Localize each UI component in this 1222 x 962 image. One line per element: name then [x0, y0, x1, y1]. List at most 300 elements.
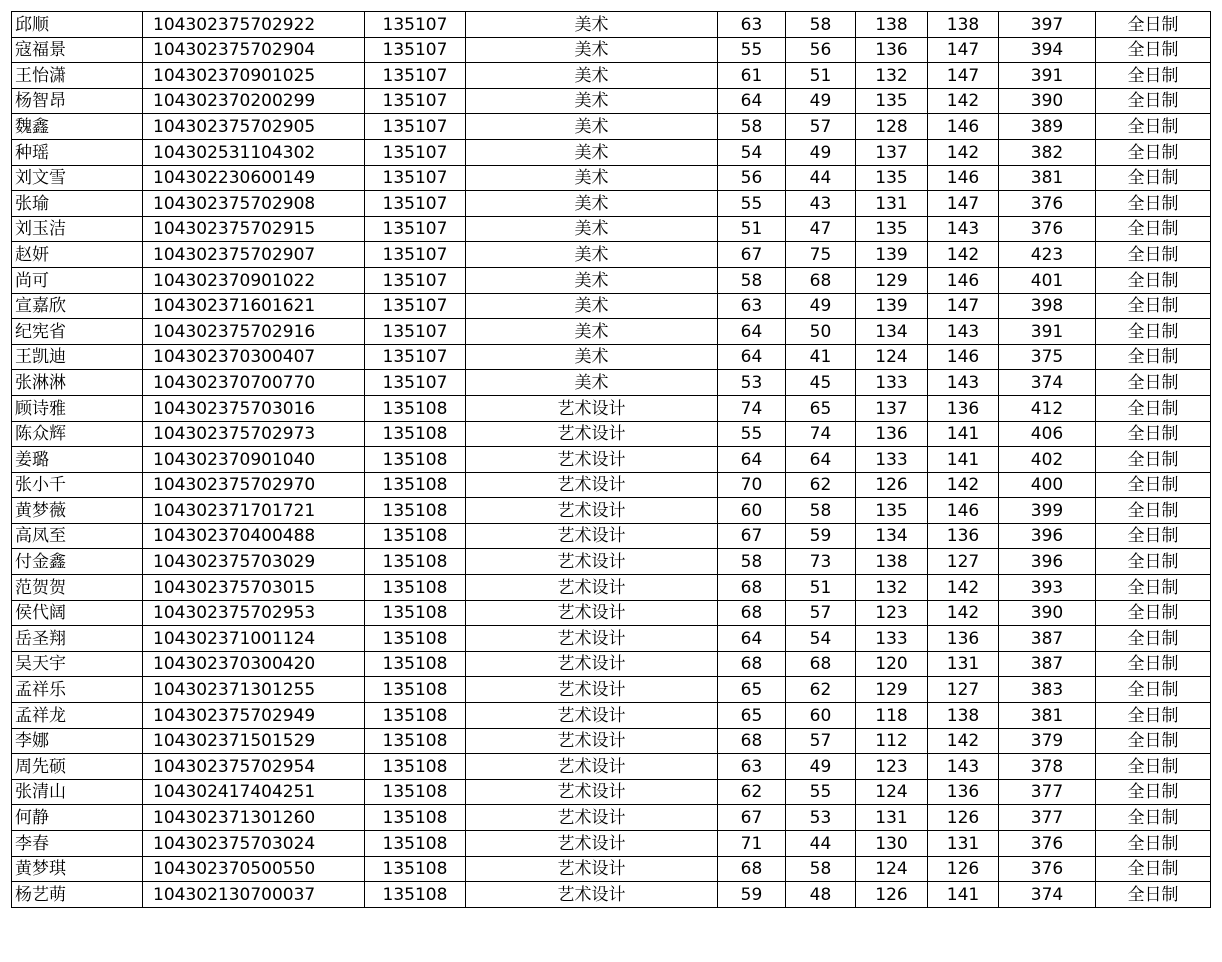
score-4-cell: 136 — [928, 779, 999, 805]
score-1-cell: 54 — [718, 139, 786, 165]
major-name-cell: 艺术设计 — [466, 831, 718, 857]
student-name-cell: 高凤至 — [12, 523, 143, 549]
score-3-cell: 136 — [856, 37, 928, 63]
score-3-cell: 124 — [856, 344, 928, 370]
score-2-cell: 54 — [786, 626, 856, 652]
score-3-cell: 138 — [856, 12, 928, 38]
total-score-cell: 423 — [999, 242, 1096, 268]
major-name-cell: 艺术设计 — [466, 754, 718, 780]
major-code-cell: 135108 — [365, 882, 466, 908]
study-mode-cell: 全日制 — [1096, 12, 1211, 38]
score-4-cell: 127 — [928, 677, 999, 703]
student-name-cell: 李娜 — [12, 728, 143, 754]
major-code-cell: 135108 — [365, 728, 466, 754]
score-2-cell: 68 — [786, 651, 856, 677]
score-2-cell: 49 — [786, 88, 856, 114]
total-score-cell: 377 — [999, 805, 1096, 831]
score-4-cell: 143 — [928, 754, 999, 780]
score-1-cell: 67 — [718, 242, 786, 268]
score-1-cell: 74 — [718, 395, 786, 421]
study-mode-cell: 全日制 — [1096, 344, 1211, 370]
total-score-cell: 374 — [999, 370, 1096, 396]
student-name-cell: 范贺贺 — [12, 575, 143, 601]
score-2-cell: 59 — [786, 523, 856, 549]
major-name-cell: 艺术设计 — [466, 703, 718, 729]
study-mode-cell: 全日制 — [1096, 191, 1211, 217]
total-score-cell: 381 — [999, 703, 1096, 729]
score-1-cell: 62 — [718, 779, 786, 805]
score-3-cell: 139 — [856, 293, 928, 319]
score-3-cell: 134 — [856, 523, 928, 549]
student-name-cell: 宣嘉欣 — [12, 293, 143, 319]
score-1-cell: 67 — [718, 523, 786, 549]
study-mode-cell: 全日制 — [1096, 293, 1211, 319]
student-name-cell: 侯代阔 — [12, 600, 143, 626]
score-1-cell: 61 — [718, 63, 786, 89]
major-name-cell: 美术 — [466, 242, 718, 268]
score-4-cell: 131 — [928, 651, 999, 677]
exam-id-cell: 104302375702954 — [143, 754, 365, 780]
score-1-cell: 68 — [718, 728, 786, 754]
table-row — [12, 319, 1211, 345]
study-mode-cell: 全日制 — [1096, 805, 1211, 831]
score-4-cell: 138 — [928, 12, 999, 38]
score-3-cell: 135 — [856, 216, 928, 242]
major-code-cell: 135108 — [365, 421, 466, 447]
total-score-cell: 390 — [999, 600, 1096, 626]
major-name-cell: 美术 — [466, 267, 718, 293]
score-3-cell: 126 — [856, 882, 928, 908]
total-score-cell: 376 — [999, 856, 1096, 882]
score-3-cell: 118 — [856, 703, 928, 729]
score-2-cell: 43 — [786, 191, 856, 217]
score-2-cell: 44 — [786, 165, 856, 191]
exam-id-cell: 104302371501529 — [143, 728, 365, 754]
exam-id-cell: 104302375702970 — [143, 472, 365, 498]
score-3-cell: 133 — [856, 370, 928, 396]
study-mode-cell: 全日制 — [1096, 703, 1211, 729]
major-name-cell: 艺术设计 — [466, 472, 718, 498]
table-row — [12, 831, 1211, 857]
table-row — [12, 37, 1211, 63]
exam-id-cell: 104302370901022 — [143, 267, 365, 293]
total-score-cell: 402 — [999, 447, 1096, 473]
score-3-cell: 123 — [856, 754, 928, 780]
exam-id-cell: 104302375702904 — [143, 37, 365, 63]
student-name-cell: 刘玉洁 — [12, 216, 143, 242]
major-code-cell: 135107 — [365, 37, 466, 63]
major-name-cell: 美术 — [466, 12, 718, 38]
score-2-cell: 73 — [786, 549, 856, 575]
table-row — [12, 703, 1211, 729]
major-code-cell: 135107 — [365, 191, 466, 217]
study-mode-cell: 全日制 — [1096, 472, 1211, 498]
score-4-cell: 138 — [928, 703, 999, 729]
total-score-cell: 376 — [999, 831, 1096, 857]
major-name-cell: 艺术设计 — [466, 805, 718, 831]
student-name-cell: 孟祥乐 — [12, 677, 143, 703]
score-2-cell: 68 — [786, 267, 856, 293]
table-row — [12, 600, 1211, 626]
major-name-cell: 艺术设计 — [466, 882, 718, 908]
table-row — [12, 523, 1211, 549]
score-2-cell: 44 — [786, 831, 856, 857]
student-name-cell: 杨智昂 — [12, 88, 143, 114]
major-name-cell: 艺术设计 — [466, 856, 718, 882]
exam-id-cell: 104302375702915 — [143, 216, 365, 242]
table-row — [12, 242, 1211, 268]
score-1-cell: 56 — [718, 165, 786, 191]
exam-id-cell: 104302375703029 — [143, 549, 365, 575]
score-2-cell: 58 — [786, 856, 856, 882]
score-4-cell: 136 — [928, 523, 999, 549]
study-mode-cell: 全日制 — [1096, 421, 1211, 447]
total-score-cell: 390 — [999, 88, 1096, 114]
major-code-cell: 135107 — [365, 267, 466, 293]
score-1-cell: 64 — [718, 447, 786, 473]
total-score-cell: 383 — [999, 677, 1096, 703]
total-score-cell: 387 — [999, 626, 1096, 652]
student-name-cell: 赵妍 — [12, 242, 143, 268]
table-row — [12, 626, 1211, 652]
score-3-cell: 132 — [856, 575, 928, 601]
score-1-cell: 59 — [718, 882, 786, 908]
score-1-cell: 64 — [718, 319, 786, 345]
major-name-cell: 艺术设计 — [466, 651, 718, 677]
score-4-cell: 142 — [928, 139, 999, 165]
study-mode-cell: 全日制 — [1096, 319, 1211, 345]
major-code-cell: 135108 — [365, 779, 466, 805]
major-code-cell: 135108 — [365, 549, 466, 575]
score-1-cell: 67 — [718, 805, 786, 831]
total-score-cell: 400 — [999, 472, 1096, 498]
score-4-cell: 136 — [928, 395, 999, 421]
major-code-cell: 135108 — [365, 651, 466, 677]
score-table — [11, 11, 1211, 908]
major-name-cell: 艺术设计 — [466, 498, 718, 524]
score-4-cell: 147 — [928, 37, 999, 63]
exam-id-cell: 104302375702905 — [143, 114, 365, 140]
study-mode-cell: 全日制 — [1096, 728, 1211, 754]
student-name-cell: 岳圣翔 — [12, 626, 143, 652]
score-4-cell: 146 — [928, 267, 999, 293]
major-code-cell: 135107 — [365, 165, 466, 191]
total-score-cell: 382 — [999, 139, 1096, 165]
major-code-cell: 135107 — [365, 114, 466, 140]
major-code-cell: 135108 — [365, 447, 466, 473]
major-name-cell: 美术 — [466, 88, 718, 114]
major-code-cell: 135107 — [365, 88, 466, 114]
total-score-cell: 391 — [999, 63, 1096, 89]
major-name-cell: 美术 — [466, 114, 718, 140]
exam-id-cell: 104302230600149 — [143, 165, 365, 191]
major-code-cell: 135107 — [365, 344, 466, 370]
major-name-cell: 艺术设计 — [466, 600, 718, 626]
total-score-cell: 377 — [999, 779, 1096, 805]
score-1-cell: 63 — [718, 12, 786, 38]
score-3-cell: 137 — [856, 395, 928, 421]
score-3-cell: 128 — [856, 114, 928, 140]
exam-id-cell: 104302375702953 — [143, 600, 365, 626]
total-score-cell: 374 — [999, 882, 1096, 908]
score-2-cell: 58 — [786, 498, 856, 524]
score-3-cell: 133 — [856, 626, 928, 652]
score-2-cell: 47 — [786, 216, 856, 242]
score-2-cell: 62 — [786, 677, 856, 703]
exam-id-cell: 104302371301255 — [143, 677, 365, 703]
score-1-cell: 58 — [718, 549, 786, 575]
study-mode-cell: 全日制 — [1096, 370, 1211, 396]
table-row — [12, 395, 1211, 421]
student-name-cell: 魏鑫 — [12, 114, 143, 140]
student-name-cell: 种瑶 — [12, 139, 143, 165]
table-row — [12, 191, 1211, 217]
table-row — [12, 472, 1211, 498]
major-code-cell: 135108 — [365, 523, 466, 549]
major-name-cell: 美术 — [466, 293, 718, 319]
study-mode-cell: 全日制 — [1096, 267, 1211, 293]
score-3-cell: 137 — [856, 139, 928, 165]
student-name-cell: 陈众辉 — [12, 421, 143, 447]
score-4-cell: 146 — [928, 165, 999, 191]
study-mode-cell: 全日制 — [1096, 626, 1211, 652]
major-name-cell: 艺术设计 — [466, 523, 718, 549]
table-row — [12, 677, 1211, 703]
total-score-cell: 393 — [999, 575, 1096, 601]
total-score-cell: 399 — [999, 498, 1096, 524]
major-code-cell: 135107 — [365, 370, 466, 396]
exam-id-cell: 104302371701721 — [143, 498, 365, 524]
major-name-cell: 艺术设计 — [466, 575, 718, 601]
score-2-cell: 49 — [786, 139, 856, 165]
total-score-cell: 389 — [999, 114, 1096, 140]
score-1-cell: 65 — [718, 703, 786, 729]
score-2-cell: 56 — [786, 37, 856, 63]
score-1-cell: 55 — [718, 191, 786, 217]
study-mode-cell: 全日制 — [1096, 882, 1211, 908]
score-4-cell: 142 — [928, 472, 999, 498]
score-3-cell: 120 — [856, 651, 928, 677]
exam-id-cell: 104302370500550 — [143, 856, 365, 882]
major-code-cell: 135108 — [365, 805, 466, 831]
score-1-cell: 55 — [718, 37, 786, 63]
score-4-cell: 142 — [928, 242, 999, 268]
major-name-cell: 艺术设计 — [466, 447, 718, 473]
study-mode-cell: 全日制 — [1096, 549, 1211, 575]
major-name-cell: 艺术设计 — [466, 421, 718, 447]
score-1-cell: 70 — [718, 472, 786, 498]
score-4-cell: 136 — [928, 626, 999, 652]
study-mode-cell: 全日制 — [1096, 63, 1211, 89]
study-mode-cell: 全日制 — [1096, 523, 1211, 549]
study-mode-cell: 全日制 — [1096, 575, 1211, 601]
table-row — [12, 293, 1211, 319]
score-4-cell: 147 — [928, 191, 999, 217]
score-4-cell: 142 — [928, 575, 999, 601]
exam-id-cell: 104302370901040 — [143, 447, 365, 473]
study-mode-cell: 全日制 — [1096, 114, 1211, 140]
table-row — [12, 216, 1211, 242]
exam-id-cell: 104302130700037 — [143, 882, 365, 908]
score-3-cell: 129 — [856, 267, 928, 293]
score-4-cell: 147 — [928, 293, 999, 319]
exam-id-cell: 104302371001124 — [143, 626, 365, 652]
major-code-cell: 135108 — [365, 703, 466, 729]
score-4-cell: 142 — [928, 88, 999, 114]
major-name-cell: 美术 — [466, 191, 718, 217]
student-name-cell: 纪宪省 — [12, 319, 143, 345]
table-row — [12, 267, 1211, 293]
exam-id-cell: 104302371601621 — [143, 293, 365, 319]
score-3-cell: 124 — [856, 779, 928, 805]
student-name-cell: 张淋淋 — [12, 370, 143, 396]
score-1-cell: 51 — [718, 216, 786, 242]
major-code-cell: 135107 — [365, 12, 466, 38]
total-score-cell: 381 — [999, 165, 1096, 191]
score-4-cell: 141 — [928, 882, 999, 908]
score-1-cell: 63 — [718, 754, 786, 780]
study-mode-cell: 全日制 — [1096, 498, 1211, 524]
score-3-cell: 135 — [856, 498, 928, 524]
study-mode-cell: 全日制 — [1096, 242, 1211, 268]
score-4-cell: 143 — [928, 370, 999, 396]
student-name-cell: 周先硕 — [12, 754, 143, 780]
score-1-cell: 60 — [718, 498, 786, 524]
exam-id-cell: 104302370300420 — [143, 651, 365, 677]
student-name-cell: 刘文雪 — [12, 165, 143, 191]
table-row — [12, 805, 1211, 831]
score-1-cell: 68 — [718, 575, 786, 601]
score-1-cell: 68 — [718, 600, 786, 626]
table-row — [12, 575, 1211, 601]
score-3-cell: 135 — [856, 88, 928, 114]
table-row — [12, 12, 1211, 38]
score-3-cell: 129 — [856, 677, 928, 703]
score-4-cell: 142 — [928, 728, 999, 754]
exam-id-cell: 104302370400488 — [143, 523, 365, 549]
major-code-cell: 135107 — [365, 63, 466, 89]
score-2-cell: 55 — [786, 779, 856, 805]
score-4-cell: 146 — [928, 344, 999, 370]
score-2-cell: 57 — [786, 114, 856, 140]
study-mode-cell: 全日制 — [1096, 600, 1211, 626]
total-score-cell: 401 — [999, 267, 1096, 293]
exam-id-cell: 104302531104302 — [143, 139, 365, 165]
score-2-cell: 65 — [786, 395, 856, 421]
exam-id-cell: 104302417404251 — [143, 779, 365, 805]
student-name-cell: 张清山 — [12, 779, 143, 805]
score-3-cell: 134 — [856, 319, 928, 345]
exam-id-cell: 104302375702907 — [143, 242, 365, 268]
score-3-cell: 131 — [856, 191, 928, 217]
major-code-cell: 135107 — [365, 242, 466, 268]
score-3-cell: 132 — [856, 63, 928, 89]
major-name-cell: 美术 — [466, 139, 718, 165]
score-1-cell: 58 — [718, 114, 786, 140]
exam-id-cell: 104302375703015 — [143, 575, 365, 601]
major-code-cell: 135108 — [365, 677, 466, 703]
student-name-cell: 杨艺萌 — [12, 882, 143, 908]
major-name-cell: 艺术设计 — [466, 549, 718, 575]
table-row — [12, 754, 1211, 780]
study-mode-cell: 全日制 — [1096, 165, 1211, 191]
major-name-cell: 美术 — [466, 344, 718, 370]
score-2-cell: 53 — [786, 805, 856, 831]
score-3-cell: 139 — [856, 242, 928, 268]
student-name-cell: 李春 — [12, 831, 143, 857]
score-1-cell: 71 — [718, 831, 786, 857]
score-4-cell: 143 — [928, 216, 999, 242]
total-score-cell: 375 — [999, 344, 1096, 370]
major-code-cell: 135107 — [365, 216, 466, 242]
total-score-cell: 394 — [999, 37, 1096, 63]
score-4-cell: 141 — [928, 447, 999, 473]
student-name-cell: 王怡潇 — [12, 63, 143, 89]
total-score-cell: 391 — [999, 319, 1096, 345]
score-3-cell: 130 — [856, 831, 928, 857]
total-score-cell: 396 — [999, 549, 1096, 575]
score-1-cell: 64 — [718, 344, 786, 370]
exam-id-cell: 104302375702949 — [143, 703, 365, 729]
score-4-cell: 131 — [928, 831, 999, 857]
score-1-cell: 65 — [718, 677, 786, 703]
score-2-cell: 60 — [786, 703, 856, 729]
major-code-cell: 135108 — [365, 395, 466, 421]
score-2-cell: 58 — [786, 12, 856, 38]
study-mode-cell: 全日制 — [1096, 754, 1211, 780]
score-2-cell: 51 — [786, 575, 856, 601]
exam-id-cell: 104302370200299 — [143, 88, 365, 114]
major-code-cell: 135108 — [365, 754, 466, 780]
score-2-cell: 50 — [786, 319, 856, 345]
table-row — [12, 856, 1211, 882]
score-3-cell: 138 — [856, 549, 928, 575]
score-1-cell: 63 — [718, 293, 786, 319]
major-name-cell: 艺术设计 — [466, 395, 718, 421]
major-code-cell: 135107 — [365, 139, 466, 165]
score-2-cell: 62 — [786, 472, 856, 498]
student-name-cell: 黄梦薇 — [12, 498, 143, 524]
total-score-cell: 387 — [999, 651, 1096, 677]
study-mode-cell: 全日制 — [1096, 831, 1211, 857]
student-name-cell: 邱顺 — [12, 12, 143, 38]
score-3-cell: 124 — [856, 856, 928, 882]
table-row — [12, 165, 1211, 191]
score-2-cell: 74 — [786, 421, 856, 447]
score-1-cell: 58 — [718, 267, 786, 293]
major-name-cell: 艺术设计 — [466, 626, 718, 652]
major-code-cell: 135108 — [365, 600, 466, 626]
major-code-cell: 135108 — [365, 626, 466, 652]
score-4-cell: 146 — [928, 114, 999, 140]
exam-id-cell: 104302370300407 — [143, 344, 365, 370]
major-name-cell: 美术 — [466, 37, 718, 63]
score-1-cell: 64 — [718, 626, 786, 652]
score-2-cell: 64 — [786, 447, 856, 473]
major-code-cell: 135108 — [365, 472, 466, 498]
score-2-cell: 49 — [786, 293, 856, 319]
exam-id-cell: 104302375702973 — [143, 421, 365, 447]
table-row — [12, 549, 1211, 575]
exam-id-cell: 104302375702908 — [143, 191, 365, 217]
table-row — [12, 882, 1211, 908]
student-name-cell: 张瑜 — [12, 191, 143, 217]
total-score-cell: 397 — [999, 12, 1096, 38]
study-mode-cell: 全日制 — [1096, 216, 1211, 242]
score-4-cell: 127 — [928, 549, 999, 575]
total-score-cell: 376 — [999, 191, 1096, 217]
score-2-cell: 57 — [786, 728, 856, 754]
